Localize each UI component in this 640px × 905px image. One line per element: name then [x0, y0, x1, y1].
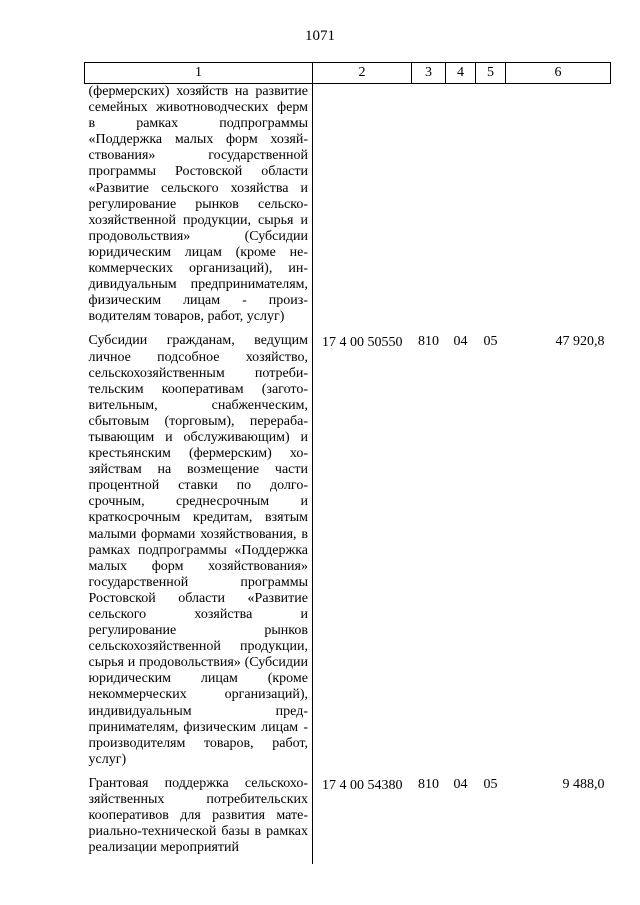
amount: 47 920,8 [555, 334, 605, 350]
row-description: Субсидии гражданам, ведущим личное подсобное хозяйство, сельскохозяйственным потребительским кооперативам (заготовительным, снабженческим, сбытовым (торговым), перерабатывающим и обслуживающим) и крестьянским (фермерским) хозяйствам на возмещение части процентной ставки по долгосрочным, среднесрочным и краткосрочным кредитам, взятым малыми формами хозяйствования, в рамках подпрограммы «Поддержка малых форм хозяйствования» государственной программы Ростовской области «Развитие сельского хозяйства и регулирование рынков сельскохозяйственной продукции, сырья и продовольствия» (Субсидии юридическим лицам (кроме некоммерческих организаций), индивидуальным предпринимателям, физическим лицам - производителям товаров, работ, услуг) [85, 333, 313, 776]
budget-table [84, 62, 611, 864]
column-header: 6 [506, 63, 611, 84]
amount [506, 84, 611, 334]
subsection: 05 [483, 776, 498, 792]
column-header: 4 [446, 63, 476, 84]
target-article-code: 17 4 00 50550 [322, 335, 403, 351]
table-header [85, 63, 611, 84]
target-article-code: 17 4 00 54380 [322, 777, 403, 793]
row-description: (фермерских) хозяйств на развитие семейных животноводческих ферм в рамках подпрограммы «Поддержка малых форм хозяйствования» государственной программы Ростовской области «Развитие сельского хозяйства и регулирование рынков сельскохозяйственной продукции, сырья и продовольствия» (Субсидии юридическим лицам (кроме некоммерческих организаций), индивидуальным предпринимателям, физическим лицам - производителям товаров, работ, услуг) [85, 84, 313, 334]
column-header: 5 [476, 63, 506, 84]
expense-type [412, 84, 446, 334]
column-header: 3 [412, 63, 446, 84]
section [446, 84, 476, 334]
table-row [85, 776, 611, 864]
expense-type: 810 [418, 334, 439, 350]
expense-type: 810 [418, 776, 439, 792]
page-number: 1071 [305, 28, 335, 44]
section: 04 [453, 334, 468, 350]
subsection: 05 [483, 334, 498, 350]
column-header: 1 [85, 63, 313, 84]
row-description: Грантовая поддержка сельскохозяйственных потребительских кооперативов для развития материально-технической базы в рамках реализации мероприятий [85, 776, 313, 864]
section: 04 [453, 776, 468, 792]
target-article-code [313, 84, 412, 334]
column-header: 2 [313, 63, 412, 84]
table-row [85, 84, 611, 334]
amount: 9 488,0 [562, 776, 605, 792]
table-row [85, 333, 611, 776]
subsection [476, 84, 506, 334]
